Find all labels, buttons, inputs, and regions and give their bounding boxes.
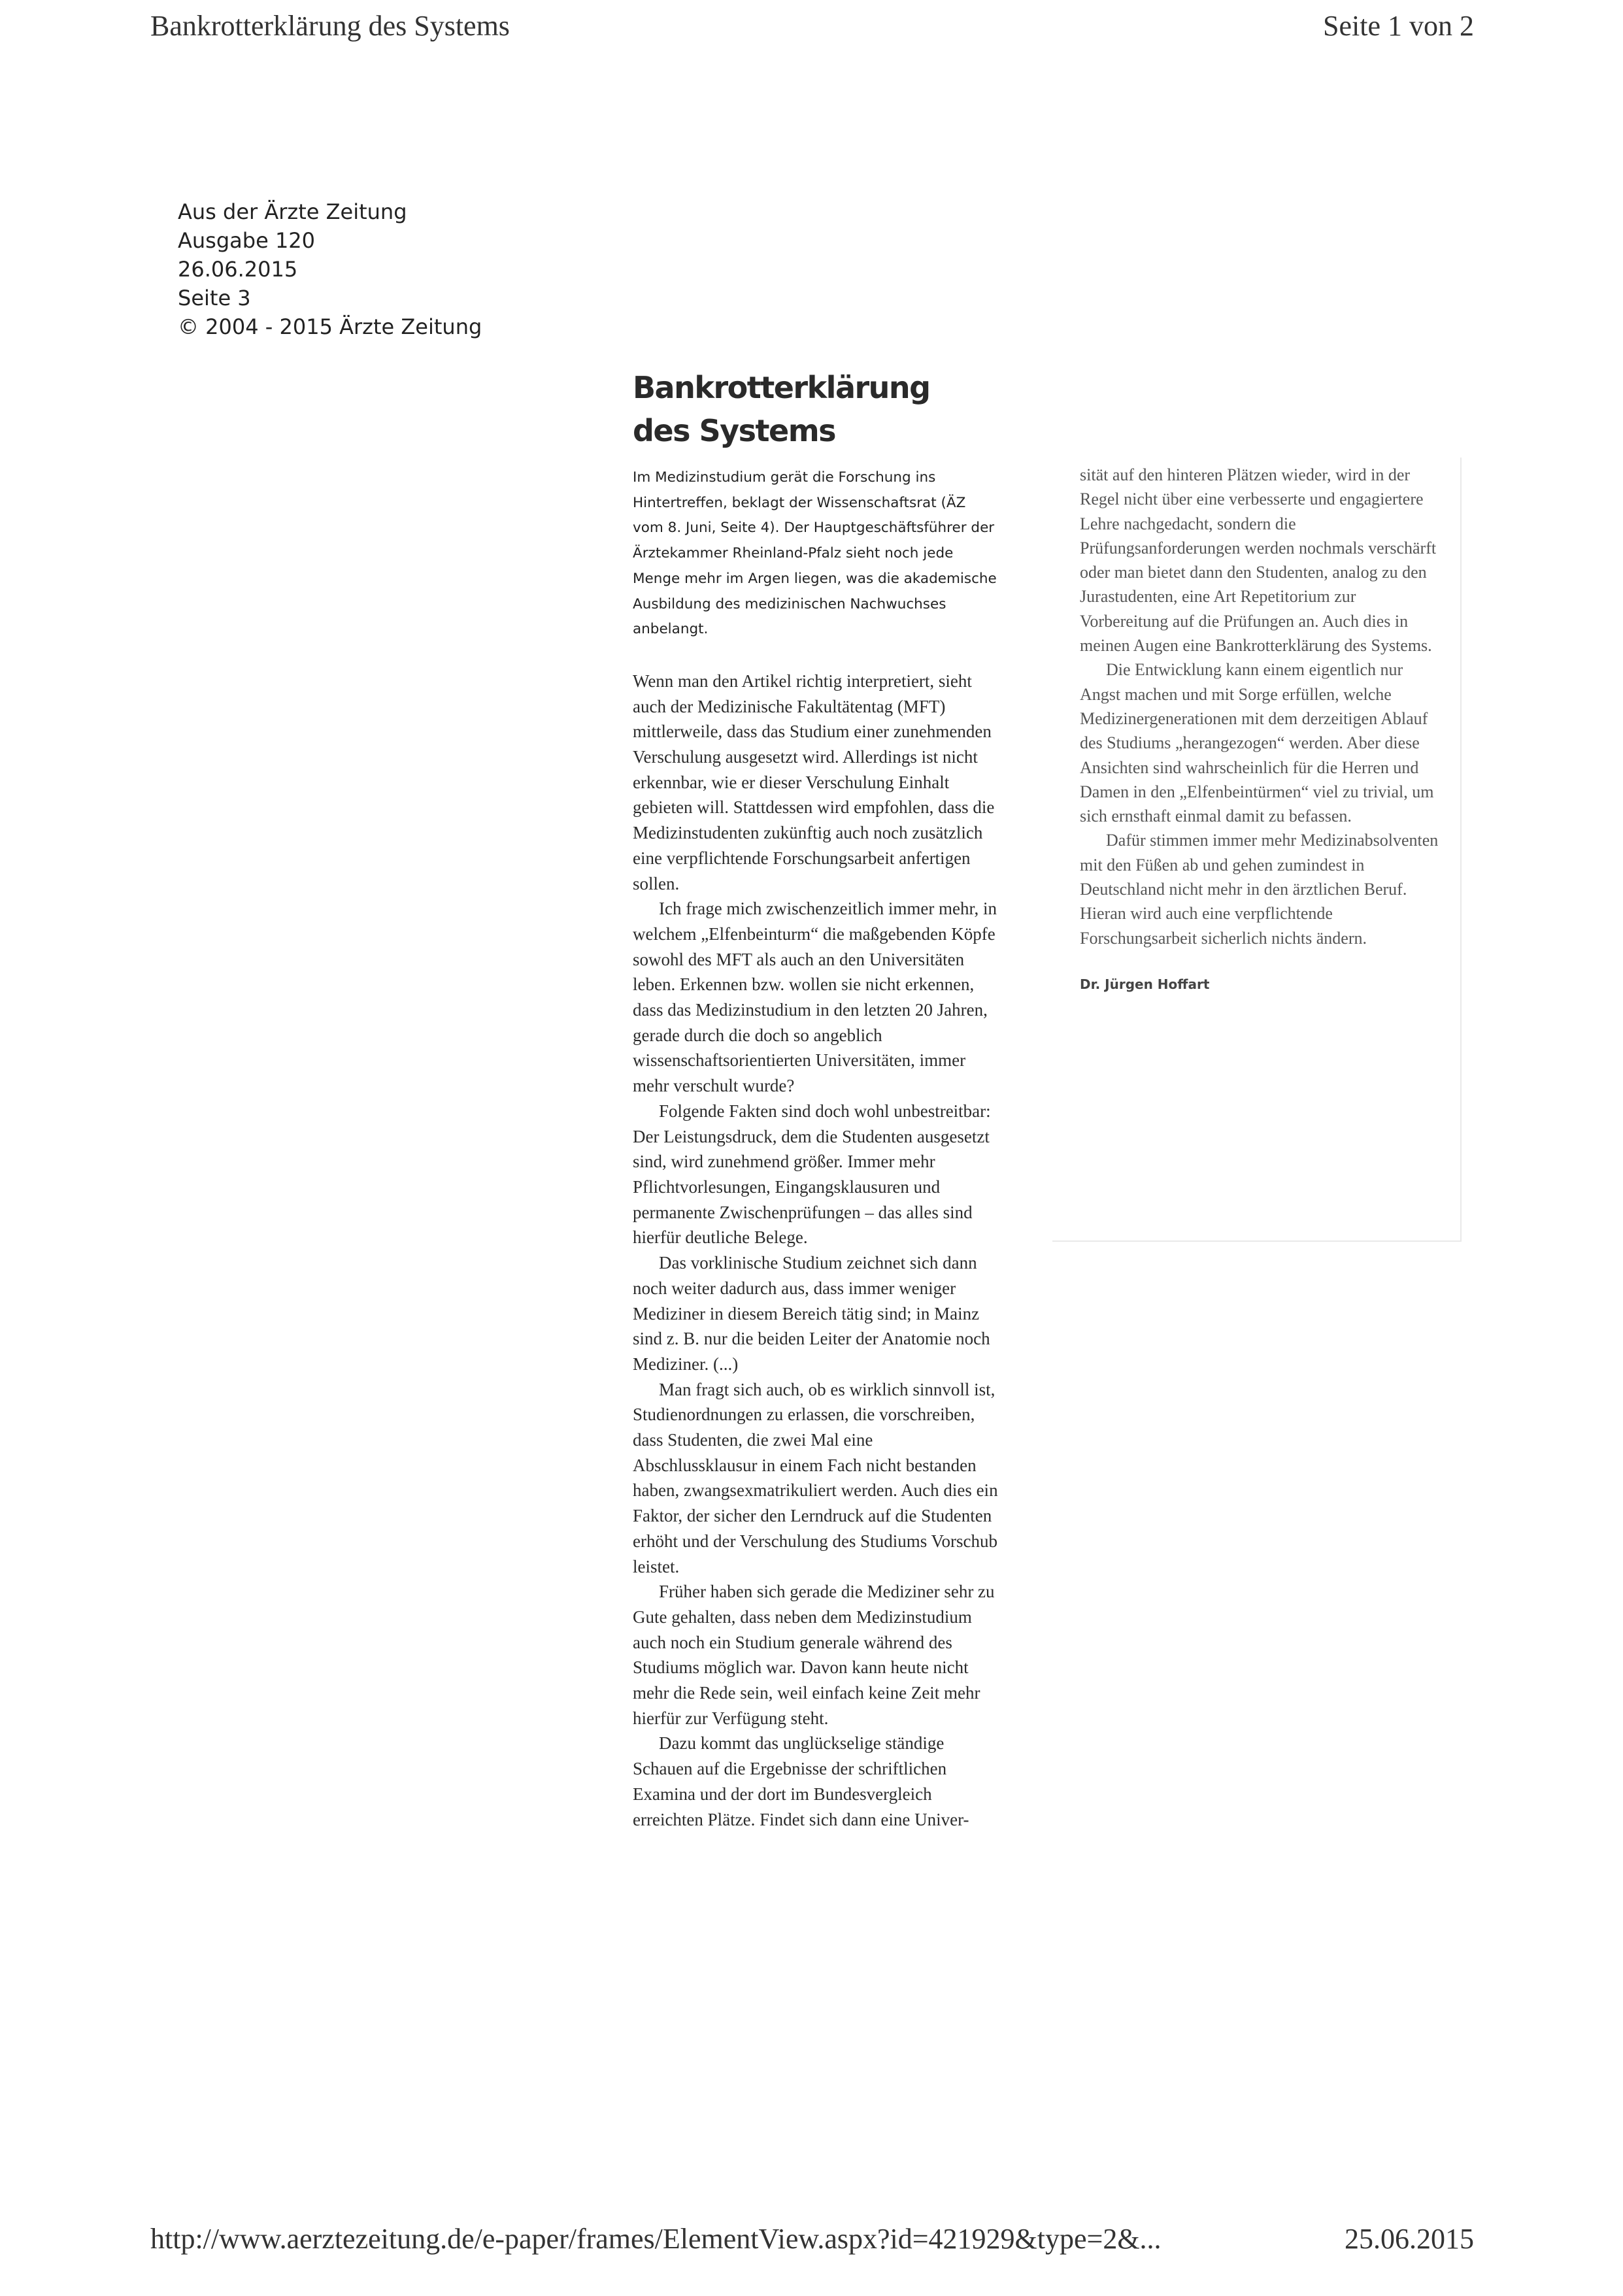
article-clipping-continued bbox=[1052, 458, 1462, 1242]
article-body bbox=[633, 669, 999, 1832]
article-paragraph: Man fragt sich auch, ob es wirklich sinnvoll ist, Studienordnungen zu erlassen, die vorschreiben, dass Studenten, die zwei Mal eine Abschlussklausur in einem Fach nicht bestanden haben, zwangsexmatrikuliert werden. Auch dies ein Faktor, der sicher den Lerndruck auf die Studenten erhöht und der Verschulung des Studiums Vorschub leistet. bbox=[633, 1379, 998, 1576]
headline-line-2: des Systems bbox=[633, 413, 836, 448]
article-paragraph: Dazu kommt das unglückselige ständige Schauen auf die Ergebnisse der schriftlichen Examina und der dort im Bundesvergleich erreichten Plätze. Findet sich dann eine Univer- bbox=[633, 1733, 969, 1829]
page-header-title: Bankrotterklärung des Systems bbox=[150, 10, 510, 42]
article-paragraph: Das vorklinische Studium zeichnet sich dann noch weiter dadurch aus, dass immer weniger Mediziner in diesem Bereich tätig sind; in Mainz sind z. B. nur die beiden Leiter der Anatomie noch Mediziner. (...) bbox=[633, 1253, 990, 1374]
article-continued-body bbox=[1080, 463, 1439, 950]
article-paragraph: Ich frage mich zwischenzeitlich immer mehr, in welchem „Elfenbeinturm“ die maßgebenden Köpfe sowohl des MFT als auch an den Universitäten leben. Erkennen bzw. wollen sie nicht erkennen, dass das Medizinstudium in den letzten 20 Jahren, gerade durch die doch so angeblich wissenschaftsorientierten Universitäten, immer mehr verschult wurde? bbox=[633, 899, 997, 1096]
meta-date: 26.06.2015 bbox=[178, 257, 298, 282]
article-paragraph: Dafür stimmen immer mehr Medizinabsolventen mit den Füßen ab und gehen zumindest in Deutschland nicht mehr in den ärztlichen Beruf. Hieran wird auch eine verpflichtende Forschungsarbeit sicherlich nichts ändern. bbox=[1080, 831, 1439, 948]
meta-page: Seite 3 bbox=[178, 286, 251, 310]
article-lead: Im Medizinstudium gerät die Forschung ins Hintertreffen, beklagt der Wissenschaftsrat (ÄZ vom 8. Juni, Seite 4). Der Hauptgeschäftsführer der Ärztekammer Rheinland-Pfalz sieht noch jede Menge mehr im Argen liegen, was die akademische Ausbildung des medizinischen Nachwuchses anbelangt. bbox=[633, 469, 997, 638]
article-paragraph: Folgende Fakten sind doch wohl unbestreitbar: Der Leistungsdruck, dem die Studenten ausgesetzt sind, wird zunehmend größer. Immer mehr Pflichtvorlesungen, Eingangsklausuren und permanente Zwischenprüfungen – das alles sind hierfür deutliche Belege. bbox=[633, 1101, 991, 1248]
article-paragraph: Die Entwicklung kann einem eigentlich nur Angst machen und mit Sorge erfüllen, welche Medizinergenerationen mit dem derzeitigen Ablauf des Studiums „herangezogen“ werden. Aber diese Ansichten sind wahrscheinlich für die Herren und Damen in den „Elfenbeintürmen“ viel zu trivial, um sich ernsthaft einmal damit zu befassen. bbox=[1080, 660, 1434, 826]
footer-date: 25.06.2015 bbox=[1345, 2223, 1474, 2255]
article-headline bbox=[633, 366, 999, 452]
source-metadata bbox=[178, 197, 482, 341]
headline-line-1: Bankrotterklärung bbox=[633, 370, 930, 405]
meta-copyright: © 2004 - 2015 Ärzte Zeitung bbox=[178, 314, 482, 339]
article-clipping-main bbox=[633, 366, 999, 1832]
meta-issue: Ausgabe 120 bbox=[178, 228, 316, 253]
article-author: Dr. Jürgen Hoffart bbox=[1080, 976, 1210, 992]
article-paragraph: Wenn man den Artikel richtig interpretiert, sieht auch der Medizinische Fakultätentag (MFT) mittlerweile, dass das Studium einer zunehmenden Verschulung ausgesetzt wird. Allerdings ist nicht erkennbar, wie er dieser Verschulung Einhalt gebieten will. Stattdessen wird empfohlen, dass die Medizinstudenten zukünftig auch noch zusätzlich eine verpflichtende Forschungsarbeit anfertigen sollen. bbox=[633, 671, 995, 893]
meta-source: Aus der Ärzte Zeitung bbox=[178, 199, 407, 224]
article-paragraph: Früher haben sich gerade die Mediziner sehr zu Gute gehalten, dass neben dem Medizinstudium auch noch ein Studium generale während des Studiums möglich war. Davon kann heute nicht mehr die Rede sein, weil einfach keine Zeit mehr hierfür zur Verfügung steht. bbox=[633, 1582, 995, 1728]
page-header-page-number: Seite 1 von 2 bbox=[1323, 10, 1474, 42]
article-paragraph: sität auf den hinteren Plätzen wieder, wird in der Regel nicht über eine verbesserte und engagiertere Lehre nachgedacht, sondern die Prüfungsanforderungen werden nochmals verschärft oder man bietet dann den Studenten, analog zu den Jurastudenten, eine Art Repetitorium zur Vorbereitung auf die Prüfungen an. Auch dies in meinen Augen eine Bankrotterklärung des Systems. bbox=[1080, 465, 1437, 656]
footer-url: http://www.aerztezeitung.de/e-paper/frames/ElementView.aspx?id=421929&type=2&... bbox=[150, 2223, 1162, 2255]
